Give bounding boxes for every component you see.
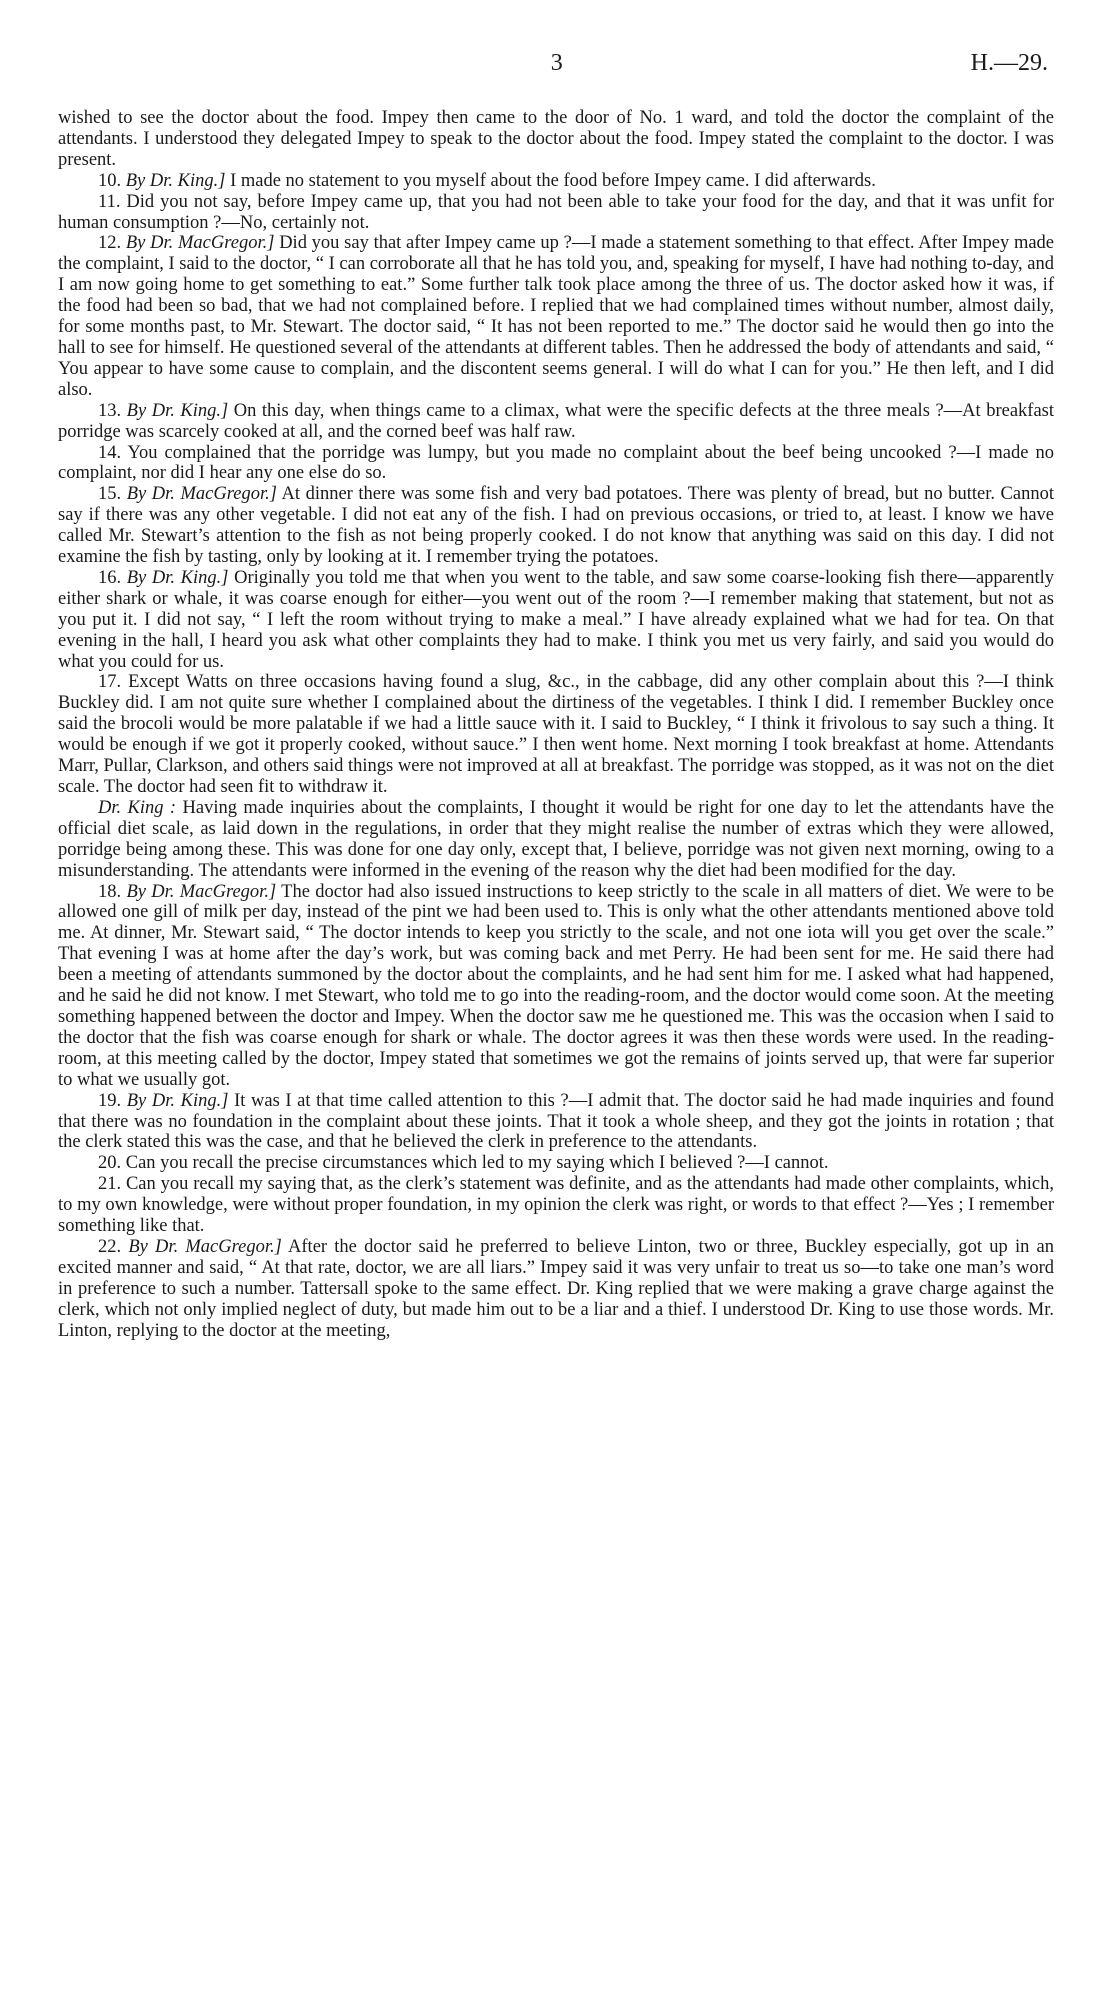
speaker-attribution: By Dr. King.] (126, 1090, 229, 1111)
paragraph-number: 15. (98, 484, 122, 505)
speaker-attribution: Dr. King : (98, 797, 177, 818)
paragraph-text: Except Watts on three occasions having found a slug, &c., in the cabbage, did any other complain about this ?—I think Buckley did. I am not quite sure whether I complained about the dirtiness of the vegetables. I think I did. I remember Buckley once said the brocoli would be more palatable if we had a little sauce with it. I said to Buckley, “ I think it frivolous to say such a thing. It would be enough if we got it properly cooked, without sauce.” I then went home. Next morning I took breakfast at home. Attendants Marr, Pullar, Clarkson, and others said things were not improved at all at breakfast. The porridge was stopped, as it was not on the diet scale. The doctor had seen fit to withdraw it. (58, 672, 1055, 797)
paragraph-number: 11. (98, 191, 121, 212)
paragraph-number: 22. (98, 1236, 122, 1257)
paragraph-text: After the doctor said he preferred to believe Linton, two or three, Buckley especially, got up in an excited manner and said, “ At that rate, doctor, we are all liars.” Impey said it was very unfair to treat us so—to take one man’s word in preference to such a number. Tattersall spoke to the same effect. Dr. King replied that we were making a grave charge against the clerk, which not only implied neglect of duty, but made him out to be a liar and a thief. I understood Dr. King to use those words. Mr. Linton, replying to the doctor at the meeting, (58, 1236, 1055, 1341)
paragraph-text: At dinner there was some fish and very bad potatoes. There was plenty of bread, but no butter. Cannot say if there was any other vegetable. I did not eat any of the fish. I had on previous occasions, or tried to, at least. I know we have called Mr. Stewart’s attention to the fish as not being properly cooked. I do not know that anything was said on this day. I did not examine the fish by tasting, only by looking at it. I remember trying the potatoes. (58, 484, 1054, 568)
paragraph-number: 19. (98, 1090, 122, 1111)
paragraph-text: On this day, when things came to a climax, what were the specific defects at the three meals ?—At breakfast porridge was scarcely cooked at all, and the corned beef was half raw. (58, 400, 1054, 442)
paragraph-q16 (58, 568, 1054, 673)
paragraph-number: 12. (98, 233, 122, 254)
paragraph-number: 10. (98, 170, 122, 191)
paragraph-text: wished to see the doctor about the food. Impey then came to the door of No. 1 ward, and told the doctor the complaint of the attendants. I understood they delegated Impey to speak to the doctor about the food. Impey stated the complaint to the doctor. I was present. (58, 108, 1054, 170)
paragraph-number: 20. (98, 1153, 122, 1174)
speaker-attribution: By Dr. MacGregor.] (126, 484, 277, 505)
document-body (58, 108, 1054, 1341)
paragraph-q12 (58, 233, 1054, 400)
paragraph-text: I made no statement to you myself about the food before Impey came. I did afterwards. (230, 170, 876, 191)
paragraph-text: Did you say that after Impey came up ?—I made a statement something to that effect. After Impey made the complaint, I said to the doctor, “ I can corroborate all that he has told you, and, speaking for myself, I have had nothing to-day, and I am now going home to get something to eat.” Some further talk took place among the three of us. The doctor asked how it was, if the food had been so bad, that we had not complained before. I replied that we had complained times without number, almost daily, for some months past, to Mr. Stewart. The doctor said, “ It has not been reported to me.” The doctor said he would then go into the hall to see for himself. He questioned several of the attendants at different tables. Then he addressed the body of attendants and said, “ You appear to have some cause to complain, and the discontent seems general. I will do what I can for you.” He then left, and I did also. (58, 233, 1055, 400)
speaker-attribution: By Dr. MacGregor.] (125, 233, 275, 254)
paragraph-q15 (58, 484, 1054, 568)
paragraph-q21 (58, 1174, 1054, 1237)
paragraph-q14 (58, 443, 1054, 485)
document-reference: H.—29. (970, 50, 1048, 76)
paragraph-q17 (58, 672, 1054, 797)
paragraph-q11 (58, 192, 1054, 234)
speaker-attribution: By Dr. MacGregor.] (128, 1236, 282, 1257)
paragraph-q22 (58, 1237, 1054, 1342)
paragraph-text: Originally you told me that when you went to the table, and saw some coarse-looking fish there—apparently either shark or whale, it was coarse enough for either—you went out of the room ?—I remember making that statement, but not as you put it. I did not say, “ I left the room without trying to make a meal.” I have already explained what we had for tea. On that evening in the hall, I heard you ask what other complaints they had to make. I think you met us very fairly, and said you would do what you could for us. (58, 567, 1055, 672)
paragraph-q10 (58, 171, 1054, 192)
paragraph-number: 21. (98, 1174, 122, 1195)
paragraph-number: 14. (98, 442, 122, 463)
paragraph-number: 13. (98, 400, 122, 421)
paragraph-text: It was I at that time called attention to this ?—I admit that. The doctor said he had made inquiries and found that there was no foundation in the complaint about these joints. That it took a whole sheep, and they got the joints in rotation ; that the clerk stated this was the case, and that he believed the clerk in preference to the attendants. (58, 1090, 1055, 1153)
paragraph-q19 (58, 1091, 1054, 1154)
paragraph-number: 16. (98, 567, 122, 588)
paragraph-number: 17. (98, 672, 122, 693)
paragraph-text: You complained that the porridge was lumpy, but you made no complaint about the beef being uncooked ?—I made no complaint, nor did I hear any one else do so. (58, 442, 1054, 484)
speaker-attribution: By Dr. King.] (125, 170, 226, 191)
paragraph-text: Having made inquiries about the complaints, I thought it would be right for one day to let the attendants have the official diet scale, as laid down in the regulations, in order that they might realise the number of extras which they were allowed, porridge being among these. This was done for one day only, except that, I believe, porridge was not given next morning, owing to a misunderstanding. The attendants were informed in the evening of the reason why the diet had been modified for the day. (58, 797, 1054, 881)
paragraph-text: Can you recall my saying that, as the clerk’s statement was definite, and as the attendants had made other complaints, which, to my own knowledge, were without proper foundation, in my opinion the clerk was right, or words to that effect ?—Yes ; I remember something like that. (58, 1174, 1054, 1237)
paragraph-text: Can you recall the precise circumstances which led to my saying which I believed ?—I cannot. (125, 1153, 829, 1174)
paragraph-q20 (58, 1153, 1054, 1174)
paragraph-text: Did you not say, before Impey came up, that you had not been able to take your food for the day, and that it was unfit for human consumption ?—No, certainly not. (58, 191, 1054, 233)
speaker-attribution: By Dr. King.] (126, 400, 229, 421)
paragraph-q13 (58, 401, 1054, 443)
paragraph-q18 (58, 882, 1054, 1091)
speaker-attribution: By Dr. King.] (126, 567, 229, 588)
paragraph-dr-king-statement (58, 798, 1054, 882)
page-number: 3 (550, 50, 564, 76)
paragraph-text: The doctor had also issued instructions to keep strictly to the scale in all matters of diet. We were to be allowed one gill of milk per day, instead of the pint we had been used to. This is only what the other attendants mentioned above told me. At dinner, Mr. Stewart said, “ The doctor intends to keep you strictly to the scale, and not one iota will you get over the scale.” That evening I was at home after the day’s work, but was coming back and met Perry. He had been sent for me. He said there had been a meeting of attendants summoned by the doctor about the complaints, and he had sent him for me. I asked what had happened, and he said he did not know. I met Stewart, who told me to go into the reading-room, and the doctor would come soon. At the meeting something happened between the doctor and Impey. When the doctor saw me he questioned me. This was the occasion when I said to the doctor that the fish was coarse enough for shark or whale. The doctor agrees it was then these words were used. In the reading-room, at this meeting called by the doctor, Impey stated that sometimes we got the remains of joints served up, that were far superior to what we usually got. (58, 881, 1055, 1090)
paragraph-continuation (58, 108, 1054, 171)
paragraph-number: 18. (98, 881, 122, 902)
speaker-attribution: By Dr. MacGregor.] (126, 881, 277, 902)
